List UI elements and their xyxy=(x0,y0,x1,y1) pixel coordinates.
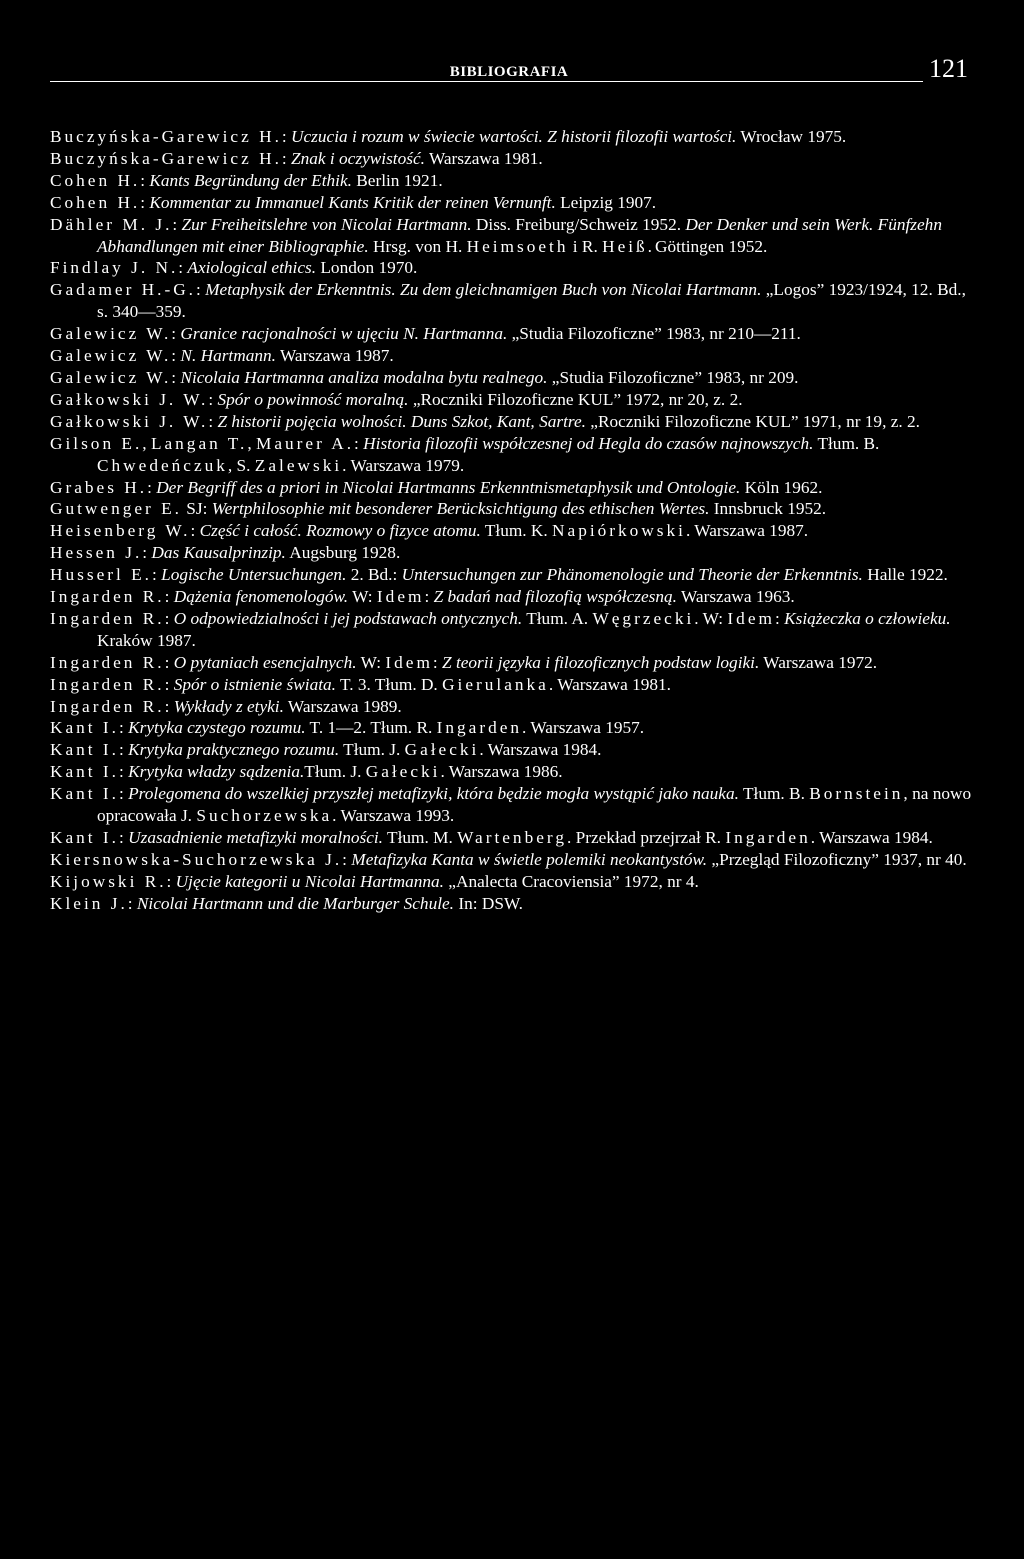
work-title: Spór o powinność moralną. xyxy=(217,389,409,409)
publication-details: : xyxy=(432,652,443,672)
work-title: Uczucia i rozum w świecie wartości. Z historii filozofii wartości. xyxy=(291,127,737,146)
page-number: 121 xyxy=(923,54,968,84)
work-title: Uzasadnienie metafizyki moralności. xyxy=(128,828,383,847)
author-name: Gutwenger E. xyxy=(50,499,182,519)
author-name: Cohen H. xyxy=(50,192,141,212)
work-title: Kants Begründung der Ethik. xyxy=(149,170,352,190)
bibliography-entry xyxy=(50,389,975,411)
publication-details: Wrocław 1975. xyxy=(736,127,847,146)
publication-details: : xyxy=(281,148,292,168)
work-title: Der Denker und sein Werk. Fünfzehn Abhandlungen mit einer Bibliographie. xyxy=(97,214,942,256)
publication-details: Tłum. M. xyxy=(383,828,458,847)
author-name: Kant I. xyxy=(50,784,119,804)
publication-details: : xyxy=(281,127,292,146)
bibliography-entry xyxy=(50,849,975,871)
work-title: Nicolaia Hartmanna analiza modalna bytu realnego. xyxy=(180,367,548,387)
bibliography-entry xyxy=(50,433,975,477)
author-name: Dähler M. J. xyxy=(50,214,173,234)
publication-details: Tłum. B. xyxy=(813,433,880,453)
author-name: Grabes H. xyxy=(50,477,148,497)
publication-details: : xyxy=(164,674,174,694)
author-name: Gałkowski J. W. xyxy=(50,389,209,409)
author-name: Ingarden R. xyxy=(50,674,165,694)
publication-details: Tłum. A. xyxy=(522,608,593,628)
publication-details: : xyxy=(208,411,218,431)
bibliography-entry xyxy=(50,783,975,827)
author-name: Heimsoeth xyxy=(466,236,569,256)
author-name: Ingarden R. xyxy=(50,696,165,716)
work-title: Untersuchungen zur Phänomenologie und Theorie der Erkenntnis. xyxy=(401,565,863,585)
publication-details: : xyxy=(119,718,129,738)
work-title: Z historii pojęcia wolności. Duns Szkot, Kant, Sartre. xyxy=(217,411,586,431)
publication-details: . W: xyxy=(694,608,728,628)
author-name: Zalewski xyxy=(254,455,343,475)
author-name: Langan T. xyxy=(150,433,248,453)
publication-details: . Warszawa 1984. xyxy=(479,740,602,760)
publication-details: Warszawa 1989. xyxy=(283,696,402,716)
work-title: Z teorii języka i filozoficznych podstaw logiki. xyxy=(442,652,760,672)
publication-details: „Przegląd Filozoficzny” 1937, nr 40. xyxy=(707,849,967,869)
header-rule xyxy=(50,81,968,82)
publication-details: : xyxy=(172,214,182,234)
publication-details: , na nowo opracowała J. xyxy=(97,784,972,826)
publication-details: : xyxy=(164,696,174,716)
publication-details: W: xyxy=(356,652,386,672)
bibliography-entry xyxy=(50,126,975,148)
publication-details: „Analecta Cracoviensia” 1972, nr 4. xyxy=(443,871,699,891)
author-name: Husserl E. xyxy=(50,565,152,585)
publication-details: : xyxy=(119,828,129,847)
publication-details: : xyxy=(424,587,434,607)
author-name: Klein J. xyxy=(50,893,128,913)
publication-details: : xyxy=(164,608,174,628)
author-name: Wartenberg xyxy=(457,828,567,847)
publication-details: Halle 1922. xyxy=(862,565,948,585)
work-title: Kommentar zu Immanuel Kants Kritik der reinen Vernunft. xyxy=(149,192,556,212)
work-title: O pytaniach esencjalnych. xyxy=(173,652,357,672)
author-name: Gierulanka xyxy=(442,674,549,694)
author-name: Gałkowski J. W. xyxy=(50,411,209,431)
author-name: Heisenberg W. xyxy=(50,521,191,541)
publication-details: T. 3. Tłum. D. xyxy=(335,674,443,694)
bibliography-entry xyxy=(50,192,975,214)
author-name: Suchorzewska xyxy=(196,806,333,826)
author-name: Maurer A. xyxy=(256,433,355,453)
author-name: Chwedeńczuk xyxy=(97,455,228,475)
author-name: Galewicz W. xyxy=(50,367,172,387)
publication-details: : xyxy=(140,170,150,190)
publication-details: Innsbruck 1952. xyxy=(709,499,827,519)
publication-details: Augsburg 1928. xyxy=(285,543,401,563)
publication-details: „Studia Filozoficzne” 1983, nr 210—211. xyxy=(507,324,801,344)
work-title: Historia filozofii współczesnej od Hegla do czasów najnowszych. xyxy=(363,433,814,453)
work-title: Zur Freiheitslehre von Nicolai Hartmann. xyxy=(181,214,472,234)
author-name: Gadamer H.-G. xyxy=(50,280,197,300)
author-name: Bornstein xyxy=(809,784,904,804)
bibliography-entry xyxy=(50,367,975,389)
publication-details: Hrsg. von H. xyxy=(368,236,467,256)
work-title: Metafizyka Kanta w świetle polemiki neokantystów. xyxy=(351,849,708,869)
bibliography-entry xyxy=(50,498,975,520)
publication-details: W: xyxy=(348,587,377,607)
publication-details: : xyxy=(119,740,129,760)
bibliography-entry xyxy=(50,696,975,718)
author-name: Gałecki xyxy=(365,762,441,782)
author-name: Idem xyxy=(376,587,425,607)
work-title: Der Begriff des a priori in Nicolai Hartmanns Erkenntnismetaphysik und Ontologie. xyxy=(156,477,741,497)
author-name: Ingarden xyxy=(436,718,523,738)
publication-details: : xyxy=(140,192,150,212)
publication-details: . Warszawa 1986. xyxy=(440,762,563,782)
work-title: Granice racjonalności w ujęciu N. Hartmanna. xyxy=(180,324,508,344)
author-name: Węgrzecki xyxy=(592,608,695,628)
author-name: Kijowski R. xyxy=(50,871,167,891)
publication-details: In: DSW. xyxy=(454,893,523,913)
author-name: Ingarden R. xyxy=(50,608,165,628)
work-title: Das Kausalprinzip. xyxy=(151,543,286,563)
author-name: Idem xyxy=(727,608,775,628)
publication-details: Kraków 1987. xyxy=(97,630,196,650)
bibliography-entry xyxy=(50,761,975,783)
work-title: Spór o istnienie świata. xyxy=(173,674,336,694)
bibliography-list xyxy=(50,126,975,915)
publication-details: „Studia Filozoficzne” 1983, nr 209. xyxy=(547,367,799,387)
author-name: Ingarden R. xyxy=(50,587,165,607)
work-title: Krytyka czystego rozumu. xyxy=(128,718,306,738)
publication-details: : xyxy=(196,280,206,300)
publication-details: : xyxy=(208,389,218,409)
publication-details: : xyxy=(178,258,188,278)
publication-details: : xyxy=(164,587,174,607)
work-title: Część i całość. Rozmowy o fizyce atomu. xyxy=(199,521,481,541)
bibliography-entry xyxy=(50,871,975,893)
bibliography-entry xyxy=(50,827,975,849)
running-header xyxy=(50,54,968,90)
publication-details: : xyxy=(127,893,137,913)
author-name: Kant I. xyxy=(50,718,119,738)
bibliography-entry xyxy=(50,170,975,192)
publication-details: Warszawa 1987. xyxy=(275,346,394,366)
bibliography-entry xyxy=(50,148,975,170)
publication-details: : xyxy=(119,762,129,782)
publication-details: „Roczniki Filozoficzne KUL” 1971, nr 19, z. 2. xyxy=(585,411,920,431)
author-name: Findlay J. N. xyxy=(50,258,179,278)
bibliography-entry xyxy=(50,520,975,542)
work-title: Prolegomena do wszelkiej przyszłej metafizyki, która będzie mogła wystąpić jako nauka. xyxy=(128,784,739,804)
publication-details: Göttingen 1952. xyxy=(655,236,768,256)
publication-details: . Warszawa 1993. xyxy=(332,806,455,826)
publication-details: Warszawa 1963. xyxy=(676,587,795,607)
publication-details: : xyxy=(342,849,352,869)
publication-details: : xyxy=(152,565,162,585)
work-title: Metaphysik der Erkenntnis. Zu dem gleichnamigen Buch von Nicolai Hartmann. xyxy=(205,280,762,300)
publication-details: „Roczniki Filozoficzne KUL” 1972, nr 20, z. 2. xyxy=(408,389,743,409)
publication-details: : xyxy=(164,652,174,672)
author-name: Ingarden R. xyxy=(50,652,165,672)
publication-details: : xyxy=(190,521,200,541)
bibliography-entry xyxy=(50,542,975,564)
author-name: Kant I. xyxy=(50,740,119,760)
work-title: Krytyka praktycznego rozumu. xyxy=(128,740,340,760)
publication-details: . Przekład przejrzał R. xyxy=(566,828,726,847)
bibliography-entry xyxy=(50,257,975,279)
publication-details: : xyxy=(142,543,152,563)
work-title: Krytyka władzy sądzenia. xyxy=(128,762,305,782)
publication-details: Warszawa 1972. xyxy=(759,652,878,672)
bibliography-entry xyxy=(50,652,975,674)
publication-details: : xyxy=(166,871,176,891)
author-name: Kant I. xyxy=(50,828,119,847)
work-title: Wykłady z etyki. xyxy=(173,696,284,716)
bibliography-entry xyxy=(50,279,975,323)
publication-details: , xyxy=(142,433,151,453)
publication-details: , xyxy=(247,433,256,453)
work-title: Logische Untersuchungen. xyxy=(161,565,347,585)
publication-details: Tłum. K. xyxy=(480,521,553,541)
bibliography-entry xyxy=(50,323,975,345)
author-name: Napiórkowski xyxy=(552,521,686,541)
publication-details: SJ: xyxy=(181,499,212,519)
publication-details: Leipzig 1907. xyxy=(555,192,657,212)
work-title: Nicolai Hartmann und die Marburger Schule. xyxy=(136,893,455,913)
publication-details: : xyxy=(171,324,181,344)
publication-details: Köln 1962. xyxy=(740,477,823,497)
work-title: Książeczka o człowieku. xyxy=(784,608,951,628)
work-title: Wertphilosophie mit besonderer Berücksichtigung des ethischen Wertes. xyxy=(211,499,710,519)
bibliography-entry xyxy=(50,608,975,652)
author-name: Gilson E. xyxy=(50,433,143,453)
publication-details: : xyxy=(171,346,181,366)
author-name: Kiersnowska-Suchorzewska J. xyxy=(50,849,343,869)
publication-details: i R. xyxy=(568,236,603,256)
publication-details: Tłum. B. xyxy=(738,784,810,804)
publication-details: Tłum. J. xyxy=(304,762,366,782)
work-title: Ujęcie kategorii u Nicolai Hartmanna. xyxy=(175,871,444,891)
publication-details: : xyxy=(171,367,181,387)
publication-details: 2. Bd.: xyxy=(346,565,402,585)
publication-details: Warszawa 1981. xyxy=(424,148,543,168)
author-name: Galewicz W. xyxy=(50,324,172,344)
author-name: Hessen J. xyxy=(50,543,143,563)
publication-details: „Logos” 1923/1924, 12. Bd., s. 340—359. xyxy=(97,280,966,322)
author-name: Cohen H. xyxy=(50,170,141,190)
author-name: Buczyńska-Garewicz H. xyxy=(50,127,282,146)
author-name: Gałecki xyxy=(404,740,480,760)
work-title: O odpowiedzialności i jej podstawach ontycznych. xyxy=(173,608,523,628)
running-title: BIBLIOGRAFIA xyxy=(50,64,968,81)
publication-details: T. 1—2. Tłum. R. xyxy=(305,718,437,738)
publication-details: . Warszawa 1957. xyxy=(522,718,645,738)
bibliography-entry xyxy=(50,893,975,915)
publication-details: : xyxy=(774,608,785,628)
author-name: Kant I. xyxy=(50,762,119,782)
work-title: Dążenia fenomenologów. xyxy=(173,587,349,607)
publication-details: : xyxy=(147,477,157,497)
bibliography-entry xyxy=(50,477,975,499)
publication-details: Diss. Freiburg/Schweiz 1952. xyxy=(471,214,686,234)
bibliography-entry xyxy=(50,674,975,696)
bibliography-entry xyxy=(50,564,975,586)
publication-details: , S. xyxy=(227,455,255,475)
bibliography-entry xyxy=(50,586,975,608)
work-title: Axiological ethics. xyxy=(187,258,317,278)
author-name: Galewicz W. xyxy=(50,346,172,366)
publication-details: : xyxy=(354,433,364,453)
bibliography-entry xyxy=(50,739,975,761)
work-title: Z badań nad filozofią współczesną. xyxy=(433,587,677,607)
publication-details: Tłum. J. xyxy=(339,740,405,760)
publication-details: . Warszawa 1981. xyxy=(548,674,671,694)
author-name: Idem xyxy=(385,652,433,672)
bibliography-entry xyxy=(50,717,975,739)
author-name: Ingarden xyxy=(725,828,811,847)
work-title: N. Hartmann. xyxy=(180,346,276,366)
publication-details: . Warszawa 1987. xyxy=(685,521,809,541)
bibliography-entry xyxy=(50,214,975,258)
publication-details: : xyxy=(119,784,129,804)
work-title: Znak i oczywistość. xyxy=(291,148,425,168)
publication-details: London 1970. xyxy=(316,258,418,278)
publication-details: Berlin 1921. xyxy=(351,170,443,190)
author-name: Heiß. xyxy=(602,236,656,256)
publication-details: . Warszawa 1984. xyxy=(810,828,933,847)
author-name: Buczyńska-Garewicz H. xyxy=(50,148,282,168)
bibliography-entry xyxy=(50,345,975,367)
bibliography-entry xyxy=(50,411,975,433)
publication-details: . Warszawa 1979. xyxy=(342,455,465,475)
